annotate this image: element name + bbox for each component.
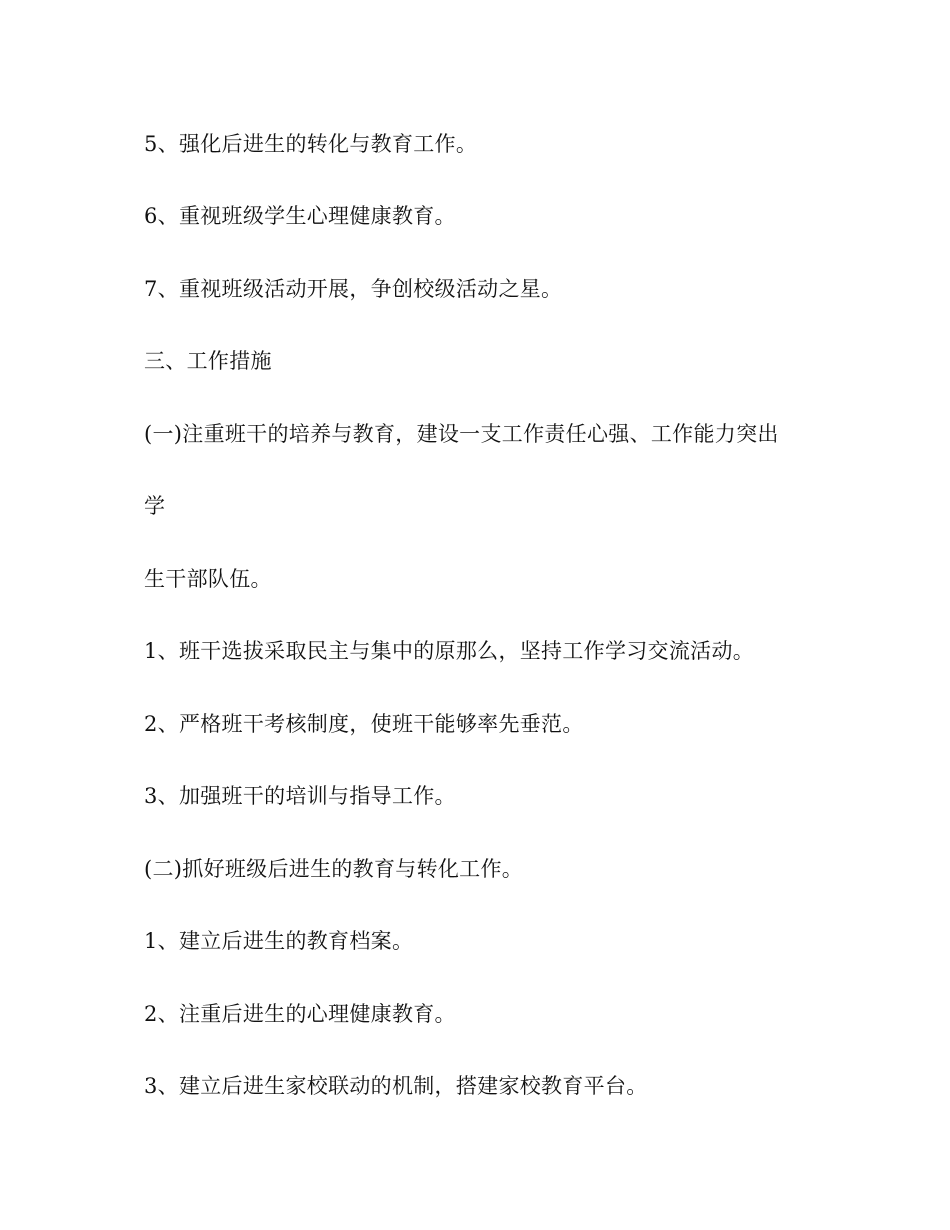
text-line: 生干部队伍。 [144,567,272,591]
subsection-heading: (二)抓好班级后进生的教育与转化工作。 [144,857,524,881]
text-line: 5、强化后进生的转化与教育工作。 [144,132,478,156]
text-line: 2、注重后进生的心理健康教育。 [144,1002,456,1026]
text-line: 6、重视班级学生心理健康教育。 [144,204,456,228]
text-line: 1、班干选拔采取民主与集中的原那么，坚持工作学习交流活动。 [144,639,755,663]
text-line: 2、严格班干考核制度，使班干能够率先垂范。 [144,712,584,736]
section-heading: 三、工作措施 [144,349,272,373]
text-line: 1、建立后进生的教育档案。 [144,929,414,953]
text-line: 3、建立后进生家校联动的机制，搭建家校教育平台。 [144,1074,648,1098]
text-line: 3、加强班干的培训与指导工作。 [144,784,456,808]
text-line: 学 [144,494,166,518]
subsection-heading: (一)注重班干的培养与教育，建设一支工作责任心强、工作能力突出 [144,422,779,446]
text-line: 7、重视班级活动开展，争创校级活动之星。 [144,277,563,301]
